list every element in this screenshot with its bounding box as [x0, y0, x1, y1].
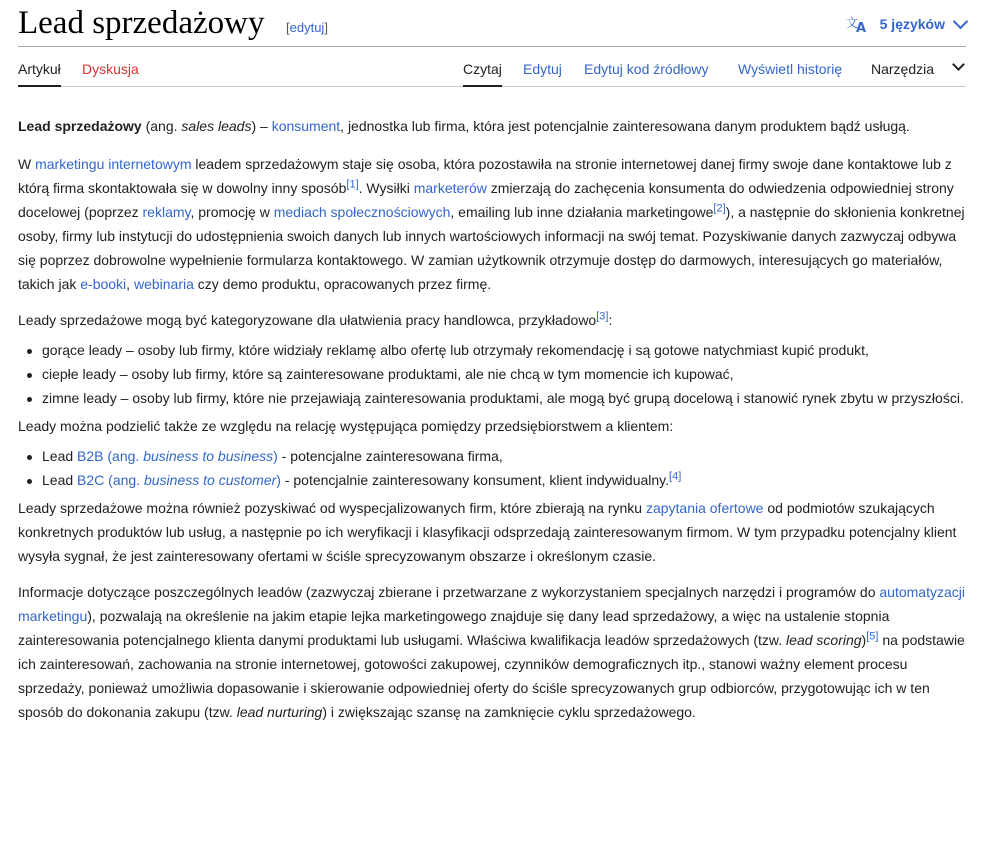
languages-label: 5 języków: [879, 16, 945, 32]
translate-icon: [846, 15, 868, 33]
text: ): [276, 472, 281, 488]
text: ) i zwiększając szansę na zamknięcie cyklu sprzedażowego.: [322, 704, 696, 720]
page-tabs: [18, 54, 966, 87]
tab-read[interactable]: Czytaj: [463, 61, 502, 77]
text: Leady sprzedażowe można również pozyskiwać od wyspecjalizowanych firm, które zbierają na rynku: [18, 500, 646, 516]
text: ): [273, 448, 278, 464]
tab-history[interactable]: Wyświetl historię: [738, 61, 843, 77]
list-item: ciepłe leady – osoby lub firmy, które są zainteresowane produktami, ale nie chcą w tym momencie ich kupować,: [42, 362, 966, 386]
link-zapytania-ofertowe[interactable]: zapytania ofertowe: [645, 500, 764, 516]
chevron-down-icon: [952, 58, 965, 71]
text: ,: [126, 276, 134, 292]
paragraph-acquisition: [18, 496, 966, 568]
article-body: [18, 114, 966, 736]
text: od podmiotów szukających konkretnych produktów lub usług, a następnie po ich weryfikacji i klasyfikacji odsprzedają zainteresowanym firmom. W tym przypadku potencjalny klient wysyła sygnał, że jest zainteresowany ofertami w ściśle sprecyzowanym obszarze i określonym czasie.: [18, 500, 957, 564]
text: - potencjalne zainteresowana firma,: [277, 448, 503, 464]
paragraph-relation: Leady można podzielić także ze względu na relację występująca pomiędzy przedsiębiorstwem a klientem:: [18, 418, 674, 434]
link-b2c[interactable]: [77, 472, 281, 488]
svg-text:A: A: [855, 21, 866, 33]
title-bar: [18, 0, 966, 47]
text: zmierzają do zachęcenia konsumenta do odwiedzenia odpowiedniej strony docelowej (poprzez: [18, 180, 954, 220]
link-konsument[interactable]: konsument: [271, 118, 341, 134]
text: leadem sprzedażowym staje się osoba, która pozostawiła na stronie internetowej danej firmy swoje dane kontaktowe lub z którą firma skontaktowała się w dowolny inny sposób: [18, 156, 952, 196]
tab-discussion[interactable]: Dyskusja: [82, 61, 139, 77]
term-bold: Lead sprzedażowy: [18, 118, 142, 134]
link-reklamy[interactable]: reklamy: [142, 204, 191, 220]
tab-tools[interactable]: Narzędzia: [871, 61, 935, 77]
link-marketing-internetowy[interactable]: marketingu internetowym: [35, 156, 192, 172]
reference-3[interactable]: [3]: [596, 310, 609, 323]
edit-section-link: [286, 20, 328, 35]
reference-4[interactable]: [4]: [669, 470, 682, 483]
link-b2b[interactable]: [77, 448, 278, 464]
paragraph-qualification: [18, 580, 966, 724]
list-item: [42, 444, 966, 468]
text: W: [18, 156, 36, 172]
text: ): [861, 632, 867, 648]
text: B2C (ang.: [77, 472, 144, 488]
link-webinaria[interactable]: webinaria: [133, 276, 194, 292]
list-item: gorące leady – osoby lub firmy, które widziały reklamę albo ofertę lub otrzymały rekomendację i są gotowe natychmiast kupić produkt,: [42, 338, 966, 362]
text: czy demo produktu, opracowanych przez firmę.: [193, 276, 492, 292]
text: Leady sprzedażowe mogą być kategoryzowane dla ułatwienia pracy handlowca, przykładowo: [18, 312, 597, 328]
text: (ang.: [141, 118, 182, 134]
edit-bracket-close: ]: [324, 20, 328, 35]
text: ), a następnie do skłonienia konkretnej osoby, firmy lub instytucji do udostępnienia swoich danych lub innych wartościowych informacji na swój temat. Pozyskiwanie danych zazwyczaj odbywa się poprzez dobrowolne wypełnienie formularza kontaktowego. W zamian użytkownik otrzymuje dostęp do darmowych, interesujących go materiałów, takich jak: [18, 204, 965, 292]
text: B2B (ang.: [77, 448, 144, 464]
text: business to business: [143, 448, 274, 464]
text: Informacje dotyczące poszczególnych leadów (zazwyczaj zbierane i przetwarzane z wykorzystaniem specjalnych narzędzi i programów do: [18, 584, 880, 600]
text: ), pozwalają na określenie na jakim etapie lejka marketingowego znajduje się dany lead sprzedażowy, a więc na ustalenie stopnia zainteresowania potencjalnego klienta danymi produktami lub usługami. Właściwa kwalifikacja leadów sprzedażowych (tzw.: [18, 608, 890, 648]
list-lead-temperature: [18, 338, 966, 410]
list-item: [42, 468, 966, 492]
language-selector[interactable]: [846, 12, 966, 36]
text: :: [608, 312, 613, 328]
reference-1[interactable]: [1]: [346, 178, 359, 191]
text: . Wysiłki: [358, 180, 414, 196]
text: - potencjalnie zainteresowany konsument, klient indywidualny.: [280, 472, 670, 488]
paragraph-definition: [18, 152, 966, 296]
edit-bracket-open: [: [286, 20, 290, 35]
text: ) –: [251, 118, 272, 134]
list-lead-relation: [18, 444, 966, 492]
text: business to customer: [143, 472, 277, 488]
tab-edit-source[interactable]: Edytuj kod źródłowy: [584, 61, 709, 77]
page-title: Lead sprzedażowy: [18, 5, 265, 41]
edit-link[interactable]: edytuj: [289, 20, 325, 35]
paragraph-categories: [18, 308, 966, 332]
link-media-spolecznosciowe[interactable]: mediach społecznościowych: [273, 204, 451, 220]
tab-article[interactable]: Artykuł: [18, 61, 61, 77]
text: Lead: [42, 472, 78, 488]
link-marketerzy[interactable]: marketerów: [413, 180, 487, 196]
text: , jednostka lub firma, która jest potencjalnie zainteresowana danym produktem bądź usługą.: [340, 118, 910, 134]
paragraph-intro: [18, 114, 966, 138]
term-foreign: sales leads: [181, 118, 252, 134]
link-e-booki[interactable]: e-booki: [80, 276, 127, 292]
text: , emailing lub inne działania marketingowe: [450, 204, 714, 220]
link-automatyzacja-marketingu[interactable]: automatyzacji marketingu: [18, 584, 965, 624]
text: , promocję w: [190, 204, 274, 220]
svg-text:文: 文: [845, 16, 858, 30]
list-item: zimne leady – osoby lub firmy, które nie przejawiają zainteresowania produktami, ale mogą być grupą docelową i stanowić rynek zbytu w przyszłości.: [42, 386, 966, 410]
text: Lead: [42, 448, 78, 464]
reference-2[interactable]: [2]: [713, 202, 726, 215]
term-lead-scoring: lead scoring: [786, 632, 862, 648]
chevron-down-icon: [953, 13, 969, 29]
text: na podstawie ich zainteresowań, zachowania na stronie internetowej, gotowości zakupowej, czynników demograficznych itp., stanowi ważny element procesu sprzedaży, ponieważ umożliwia dopasowanie i skierowanie odpowiedniej oferty do ściśle sprecyzowanych grup odbiorców, przygotowując ich w ten sposób do dokonania zakupu (tzw.: [18, 632, 965, 720]
tab-edit[interactable]: Edytuj: [523, 61, 562, 77]
term-lead-nurturing: lead nurturing: [236, 704, 323, 720]
reference-5[interactable]: [5]: [866, 630, 879, 643]
